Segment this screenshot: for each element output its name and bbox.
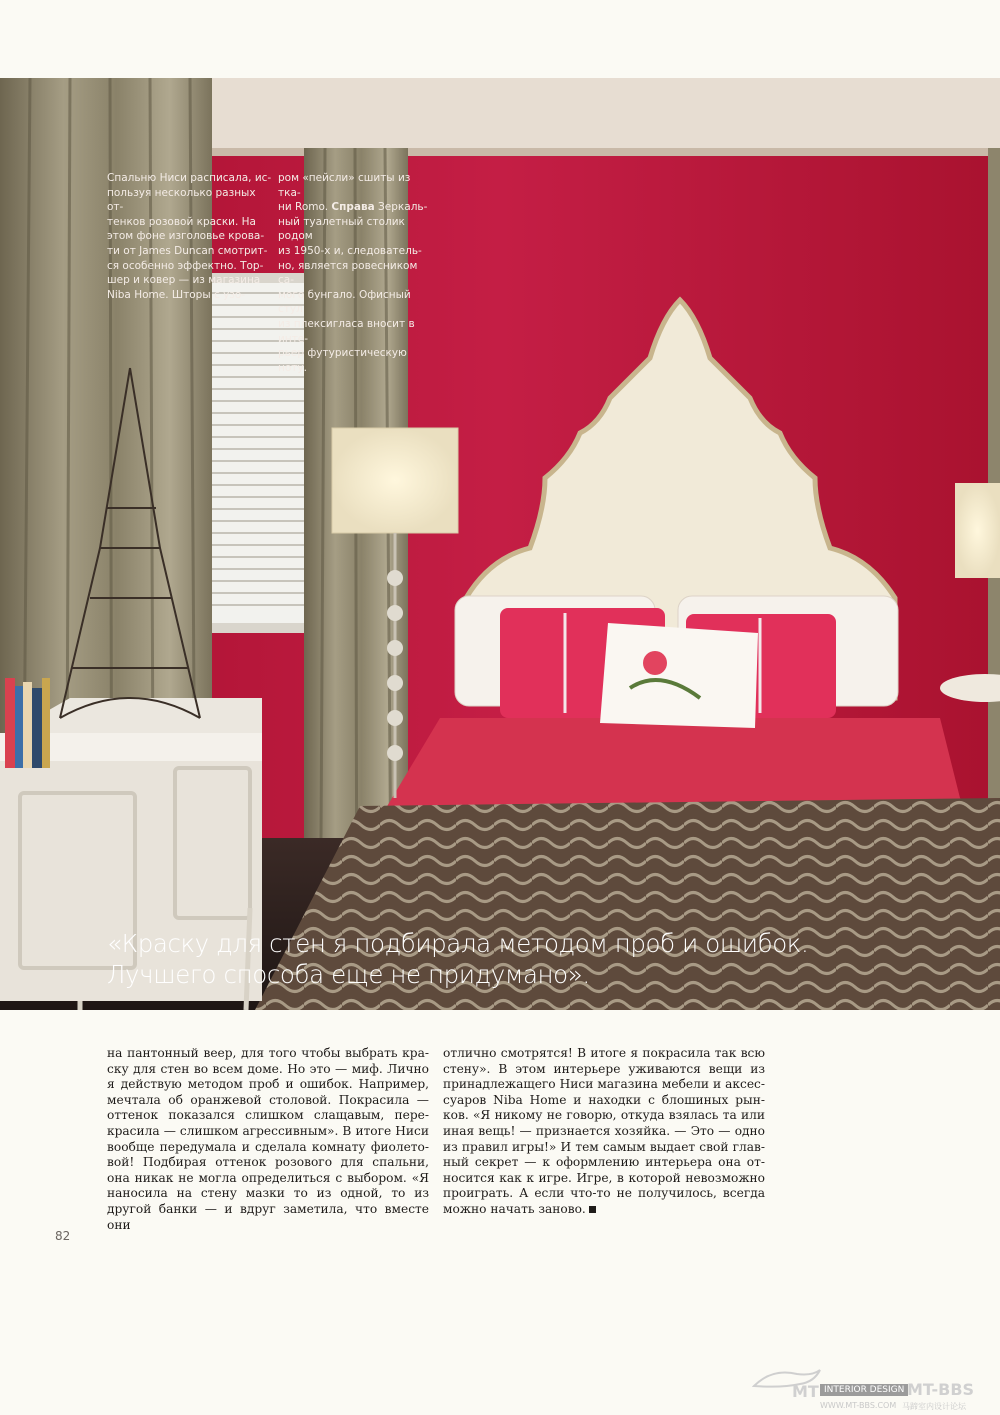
body-text-right [443,1046,765,1218]
body-text-left: на пантонный веер, для того чтобы выбрать кра-ску для стен во всем доме. Но это — миф. Лично я действую методом проб и ошибок. Например, мечтала об оранжевой столовой. Покрасила — оттенок показался слишком слащавым, пере-красила — слишком агрессивным». В итоге Ниси вообще передумала и сделала комнату фиолето-вой! Подбирая оттенок розового для спальни, она никак не могла определиться с выбором. «Я наносила на стену мазки то из одной, то из другой банки — и вдруг заметила, что вместе они [107,1046,429,1232]
caption-right-end: Зеркаль- ный туалетный столик родом из 1950-х и, следователь- но, является ровесником са- мого бунгало. Офисный стул из плексигласа вносит в инте- рьер футуристическую ноту. [278,201,428,374]
body-column-left [107,1046,429,1233]
pull-quote-line-2: Лучшего способа еще не придумано». [107,960,590,989]
watermark-tagline: 马蹄室内设计论坛 [902,1402,966,1411]
pull-quote-line-1: «Краску для стен я подбирала методом проб и ошибок. [107,929,809,958]
photo-caption-right [278,171,428,375]
watermark-badge: INTERIOR DESIGN [820,1384,908,1396]
body-text-right-content: отлично смотрятся! В итоге я покрасила так всю стену». В этом интерьере уживаются вещи из принадлежащего Ниси магазина мебели и аксес-суаров Niba Home и находки с блошиных рын-ков. «Я никому не говорю, откуда взялась та или иная вещь! — признается хозяйка. — Это — одно из правил игры!» И тем самым выдает свой глав-ный секрет — к оформлению интерьера она от-носится как к игре. Игре, в которой невозможно проиграть. А если что-то не получилось, всегда можно начать заново. [443,1046,765,1216]
watermark-brand-left: MT [792,1382,819,1401]
watermark-url: WWW.MT-BBS.COM [820,1401,897,1410]
body-column-right [443,1046,765,1218]
pull-quote [107,928,967,990]
caption-right-bold: Справа [331,201,375,214]
watermark-brand-right: MT-BBS [907,1380,975,1399]
end-mark-icon [589,1206,596,1213]
bedroom-photo [0,78,1000,1010]
page-number: 82 [55,1229,71,1243]
watermark [752,1364,1000,1415]
caption-right-start: ром «пейсли» сшиты из тка- ни Romo. [278,172,411,214]
photo-caption-left: Спальню Ниси расписала, ис- пользуя несколько разных от- тенков розовой краски. На этом фоне изголовье крова- ти от James Duncan смотрит- ся особенно эффектно. Тор- шер и ковер — из магазина Niba Home. Шторы с узо- [107,172,272,301]
